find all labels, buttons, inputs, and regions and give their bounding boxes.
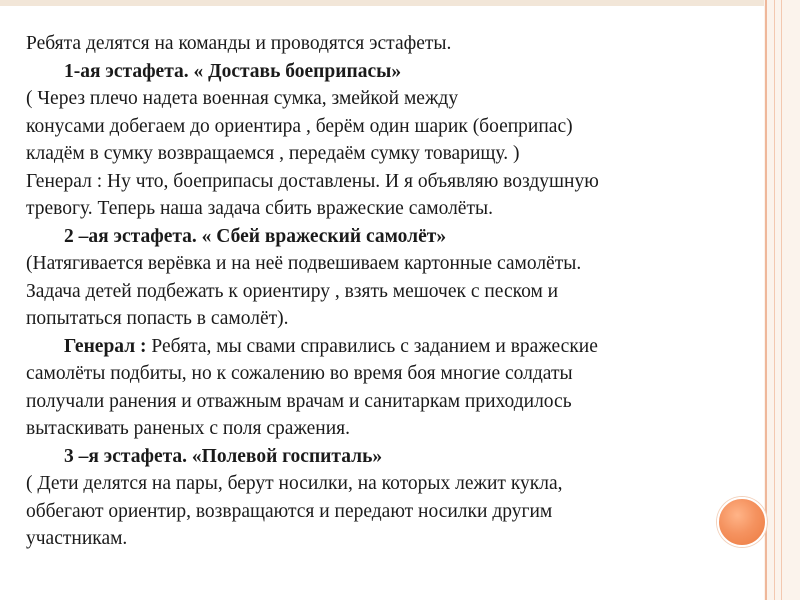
text-line: ( Через плечо надета военная сумка, змейкой между bbox=[26, 88, 459, 109]
text-line: Генерал : Ну что, боеприпасы доставлены. И я объявляю воздушную bbox=[26, 170, 599, 192]
text-line: кладём в сумку возвращаемся , передаём сумку товарищу. ) bbox=[26, 143, 520, 164]
text-line: Ребята делятся на команды и проводятся эстафеты. bbox=[26, 33, 452, 54]
relay-1-heading: 1-ая эстафета. « Доставь боеприпасы» bbox=[64, 60, 402, 82]
decor-stripe bbox=[765, 0, 767, 600]
slide-body-text bbox=[26, 30, 726, 553]
text-line: попытаться попасть в самолёт). bbox=[26, 308, 289, 329]
text-line: самолёты подбиты, но к сожалению во время боя многие солдаты bbox=[26, 363, 573, 384]
general-speech-line: Генерал : Ребята, мы свами справились с заданием и вражеские bbox=[64, 335, 598, 357]
text-line: участникам. bbox=[26, 528, 128, 549]
text-line: (Натягивается верёвка и на неё подвешиваем картонные самолёты. bbox=[26, 253, 582, 274]
text-line: конусами добегаем до ориентира , берём один шарик (боеприпас) bbox=[26, 115, 573, 137]
decor-stripe bbox=[781, 0, 782, 600]
decor-stripe bbox=[774, 0, 775, 600]
right-decor-band bbox=[764, 0, 800, 600]
relay-3-heading: 3 –я эстафета. «Полевой госпиталь» bbox=[64, 445, 383, 467]
relay-2-heading: 2 –ая эстафета. « Сбей вражеский самолёт» bbox=[64, 225, 447, 247]
text-line: ( Дети делятся на пары, берут носилки, на которых лежит кукла, bbox=[26, 473, 563, 494]
top-border bbox=[0, 0, 800, 6]
text-line: тревогу. Теперь наша задача сбить вражеские самолёты. bbox=[26, 198, 493, 219]
text-line: оббегают ориентир, возвращаются и передают носилки другим bbox=[26, 500, 553, 522]
text-line: Задача детей подбежать к ориентиру , взять мешочек с песком и bbox=[26, 280, 559, 302]
text-line: получали ранения и отважным врачам и санитаркам приходилось bbox=[26, 390, 572, 412]
text-line: вытаскивать раненых с поля сражения. bbox=[26, 418, 351, 439]
